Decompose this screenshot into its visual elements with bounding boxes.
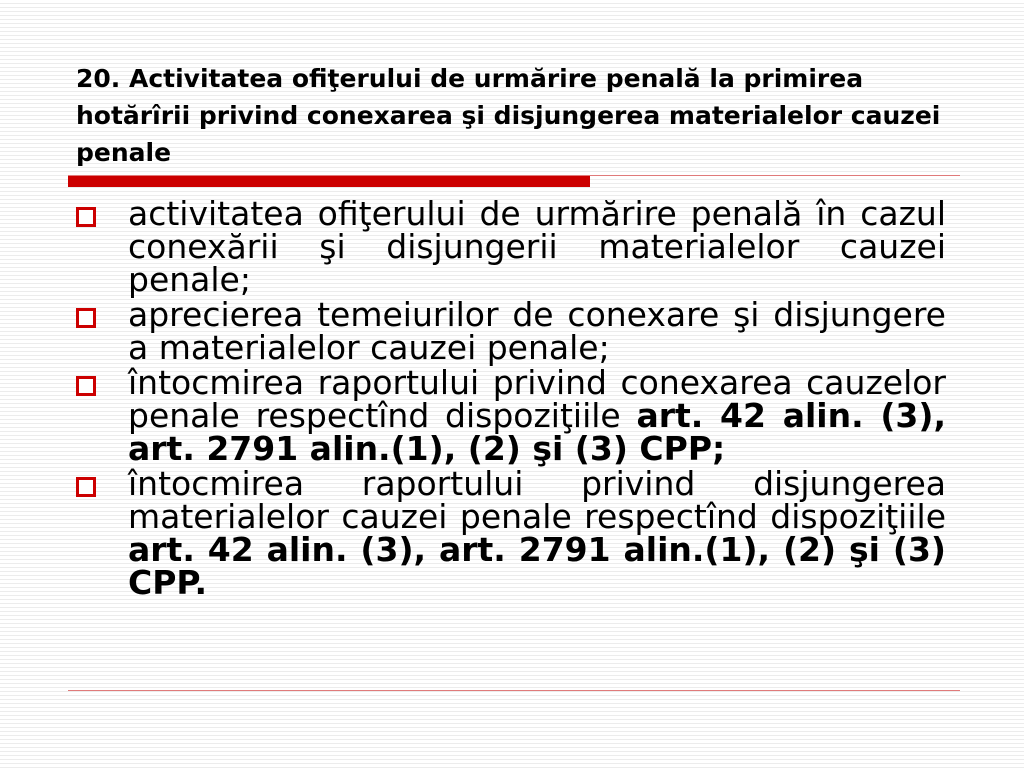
title-accent-bar bbox=[68, 176, 590, 187]
bullet-bold-text: art. 42 alin. (3), art. 2791 alin.(1), (2) şi (3) CPP; bbox=[128, 396, 947, 468]
hollow-square-icon bbox=[76, 207, 96, 227]
bullet-item bbox=[76, 194, 946, 299]
bullet-list bbox=[76, 194, 947, 602]
slide-title: 20. Activitatea ofiţerului de urmărire penală la primirea hotărîrii privind conexarea şi disjungerea materialelor cauzei penale bbox=[76, 64, 941, 167]
bullet-plain-text: întocmirea raportului privind disjungerea materialelor cauzei penale respectînd dispoziţiile bbox=[128, 464, 946, 536]
hollow-square-icon bbox=[76, 308, 96, 328]
bullet-item bbox=[76, 295, 946, 367]
bullet-item bbox=[76, 464, 946, 602]
bullet-text bbox=[128, 295, 946, 367]
hollow-square-icon bbox=[76, 376, 96, 396]
bullet-bold-text: art. 42 alin. (3), art. 2791 alin.(1), (2) şi (3) CPP. bbox=[128, 530, 946, 602]
bottom-divider-line bbox=[68, 690, 960, 691]
bullet-text bbox=[128, 194, 946, 299]
hollow-square-icon bbox=[76, 477, 96, 497]
bullet-text bbox=[128, 363, 946, 468]
bullet-plain-text: activitatea ofiţerului de urmărire penală în cazul conexării şi disjungerii materialelor cauzei penale; bbox=[128, 194, 946, 299]
bullet-plain-text: aprecierea temeiurilor de conexare şi disjungere a materialelor cauzei penale; bbox=[128, 295, 946, 367]
bullet-text bbox=[128, 464, 946, 602]
bullet-plain-text: întocmirea raportului privind conexarea cauzelor penale respectînd dispoziţiile bbox=[128, 363, 946, 435]
bullet-item bbox=[76, 363, 947, 468]
